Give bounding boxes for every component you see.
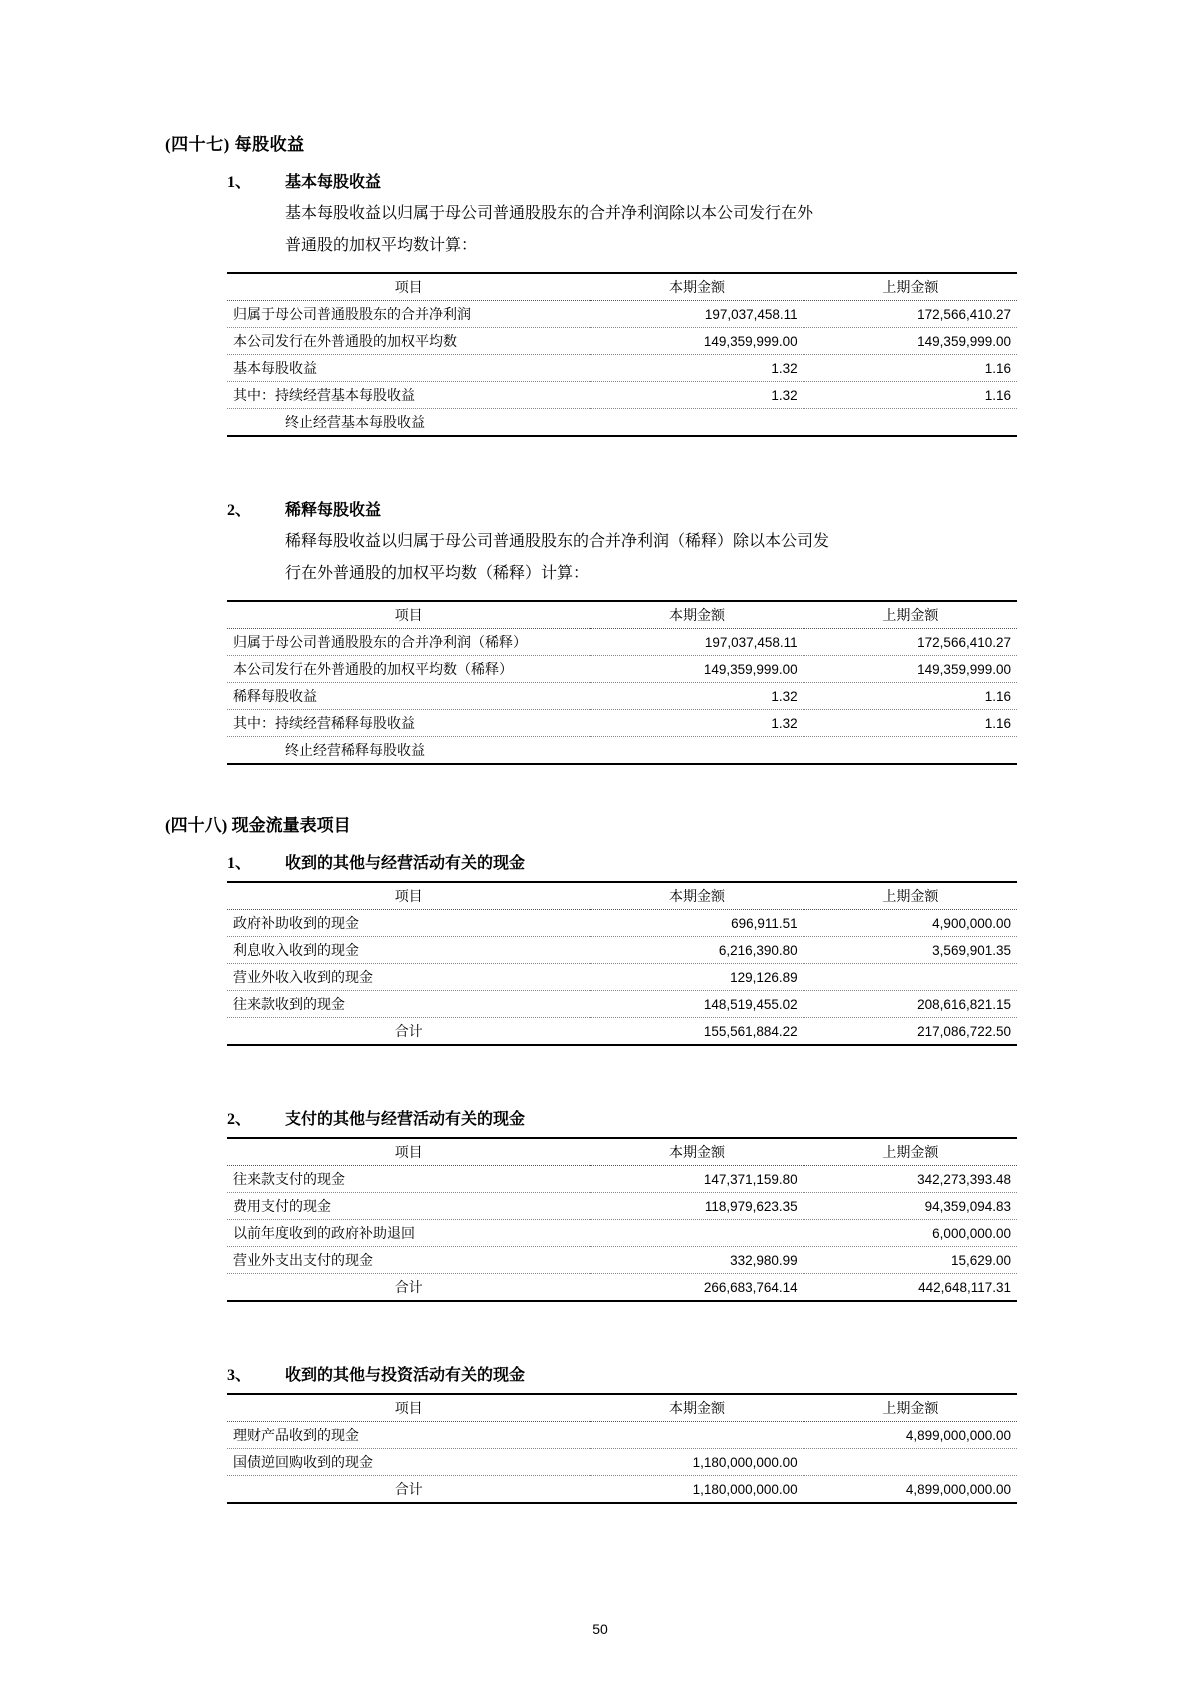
row-previous: 1.16: [804, 710, 1017, 737]
row-current: 149,359,999.00: [590, 328, 803, 355]
subsection-47-1: [165, 169, 1040, 192]
row-current: 149,359,999.00: [590, 656, 803, 683]
row-label: 合计: [227, 1018, 590, 1046]
paragraph-line-1: 稀释每股收益以归属于母公司普通股股东的合并净利润（稀释）除以本公司发: [285, 533, 830, 550]
subsection-number: 3、: [227, 1367, 252, 1384]
row-label: 营业外收入收到的现金: [227, 964, 590, 991]
row-previous: 6,000,000.00: [804, 1220, 1017, 1247]
col-header-item: 项目: [227, 882, 590, 910]
row-previous: 94,359,094.83: [804, 1193, 1017, 1220]
table-row: [227, 737, 1017, 765]
col-header-current: 本期金额: [590, 273, 803, 301]
row-current: [590, 1422, 803, 1449]
table-row: [227, 937, 1017, 964]
row-current: 147,371,159.80: [590, 1166, 803, 1193]
section-heading-48: (四十八) 现金流量表项目: [165, 816, 351, 835]
subsection-title: 收到的其他与投资活动有关的现金: [285, 1367, 526, 1384]
row-current: 1.32: [590, 355, 803, 382]
row-label: 归属于母公司普通股股东的合并净利润: [227, 301, 590, 328]
table-row: [227, 382, 1017, 409]
subsection-48-3: [165, 1362, 1040, 1385]
row-current: 1.32: [590, 382, 803, 409]
row-current: 696,911.51: [590, 910, 803, 937]
table-row: [227, 964, 1017, 991]
table-header-row: [227, 601, 1017, 629]
row-current: 1,180,000,000.00: [590, 1476, 803, 1504]
table-row: [227, 1247, 1017, 1274]
row-label: 其中：持续经营基本每股收益: [227, 382, 590, 409]
table-other-cash-received-operating: [227, 881, 1017, 1046]
row-label: 本公司发行在外普通股的加权平均数: [227, 328, 590, 355]
table-row-total: [227, 1018, 1017, 1046]
row-previous: 342,273,393.48: [804, 1166, 1017, 1193]
table-basic-eps: [227, 272, 1017, 437]
col-header-item: 项目: [227, 601, 590, 629]
row-label: 利息收入收到的现金: [227, 937, 590, 964]
row-current: 266,683,764.14: [590, 1274, 803, 1302]
row-label: 营业外支出支付的现金: [227, 1247, 590, 1274]
col-header-previous: 上期金额: [804, 1138, 1017, 1166]
col-header-previous: 上期金额: [804, 273, 1017, 301]
subsection-48-2: [165, 1106, 1040, 1129]
table-row-total: [227, 1476, 1017, 1504]
table-row: [227, 991, 1017, 1018]
table-row: [227, 910, 1017, 937]
table-header-row: [227, 1138, 1017, 1166]
row-current: 1.32: [590, 683, 803, 710]
table-row: [227, 1449, 1017, 1476]
row-previous: [804, 737, 1017, 765]
table-row: [227, 1422, 1017, 1449]
row-label: 往来款支付的现金: [227, 1166, 590, 1193]
subsection-title: 基本每股收益: [285, 174, 382, 191]
row-label: 稀释每股收益: [227, 683, 590, 710]
row-current: 148,519,455.02: [590, 991, 803, 1018]
table-row: [227, 683, 1017, 710]
row-previous: 1.16: [804, 683, 1017, 710]
table-row: [227, 409, 1017, 437]
row-previous: 172,566,410.27: [804, 301, 1017, 328]
subsection-title: 支付的其他与经营活动有关的现金: [285, 1111, 526, 1128]
row-previous: 4,900,000.00: [804, 910, 1017, 937]
row-label: 本公司发行在外普通股的加权平均数（稀释）: [227, 656, 590, 683]
row-label: 费用支付的现金: [227, 1193, 590, 1220]
subsection-title: 收到的其他与经营活动有关的现金: [285, 855, 526, 872]
row-label: 国债逆回购收到的现金: [227, 1449, 590, 1476]
table-row: [227, 328, 1017, 355]
table-other-cash-paid-operating: [227, 1137, 1017, 1302]
table-row: [227, 1193, 1017, 1220]
page-number: 50: [592, 1621, 608, 1637]
row-previous: 442,648,117.31: [804, 1274, 1017, 1302]
paragraph-47-1: [285, 198, 965, 262]
row-label: 以前年度收到的政府补助退回: [227, 1220, 590, 1247]
table-header-row: [227, 882, 1017, 910]
col-header-current: 本期金额: [590, 1394, 803, 1422]
table-row-total: [227, 1274, 1017, 1302]
table-row: [227, 656, 1017, 683]
row-current: 118,979,623.35: [590, 1193, 803, 1220]
paragraph-line-2: 普通股的加权平均数计算：: [285, 237, 478, 254]
row-previous: [804, 409, 1017, 437]
table-diluted-eps: [227, 600, 1017, 765]
table-other-cash-received-investing: [227, 1393, 1017, 1504]
col-header-item: 项目: [227, 273, 590, 301]
col-header-current: 本期金额: [590, 882, 803, 910]
table-header-row: [227, 273, 1017, 301]
table-row: [227, 355, 1017, 382]
row-previous: [804, 964, 1017, 991]
row-previous: 217,086,722.50: [804, 1018, 1017, 1046]
row-current: 332,980.99: [590, 1247, 803, 1274]
col-header-previous: 上期金额: [804, 882, 1017, 910]
table-row: [227, 1220, 1017, 1247]
table-row: [227, 710, 1017, 737]
subsection-title: 稀释每股收益: [285, 502, 382, 519]
row-label: 合计: [227, 1274, 590, 1302]
row-label: 政府补助收到的现金: [227, 910, 590, 937]
row-label: 其中：持续经营稀释每股收益: [227, 710, 590, 737]
row-current: [590, 1220, 803, 1247]
row-previous: 149,359,999.00: [804, 328, 1017, 355]
subsection-47-2: [165, 497, 1040, 520]
row-label: 往来款收到的现金: [227, 991, 590, 1018]
row-previous: [804, 1449, 1017, 1476]
row-current: 155,561,884.22: [590, 1018, 803, 1046]
subsection-number: 2、: [227, 1111, 252, 1128]
col-header-current: 本期金额: [590, 601, 803, 629]
row-label: 终止经营基本每股收益: [227, 409, 590, 437]
row-label: 理财产品收到的现金: [227, 1422, 590, 1449]
row-label: 终止经营稀释每股收益: [227, 737, 590, 765]
row-previous: 15,629.00: [804, 1247, 1017, 1274]
row-label: 基本每股收益: [227, 355, 590, 382]
col-header-previous: 上期金额: [804, 601, 1017, 629]
row-current: [590, 409, 803, 437]
col-header-item: 项目: [227, 1394, 590, 1422]
row-previous: 3,569,901.35: [804, 937, 1017, 964]
table-row: [227, 301, 1017, 328]
row-current: 129,126.89: [590, 964, 803, 991]
paragraph-line-1: 基本每股收益以归属于母公司普通股股东的合并净利润除以本公司发行在外: [285, 205, 814, 222]
row-current: 197,037,458.11: [590, 301, 803, 328]
row-current: 197,037,458.11: [590, 629, 803, 656]
row-previous: 208,616,821.15: [804, 991, 1017, 1018]
row-current: [590, 737, 803, 765]
row-label: 归属于母公司普通股股东的合并净利润（稀释）: [227, 629, 590, 656]
row-previous: 1.16: [804, 355, 1017, 382]
paragraph-47-2: [285, 526, 965, 590]
subsection-48-1: [165, 850, 1040, 873]
row-previous: 149,359,999.00: [804, 656, 1017, 683]
row-current: 1,180,000,000.00: [590, 1449, 803, 1476]
paragraph-line-2: 行在外普通股的加权平均数（稀释）计算：: [285, 565, 590, 582]
table-row: [227, 629, 1017, 656]
row-label: 合计: [227, 1476, 590, 1504]
row-previous: 4,899,000,000.00: [804, 1422, 1017, 1449]
subsection-number: 2、: [227, 502, 252, 519]
subsection-number: 1、: [227, 174, 252, 191]
table-header-row: [227, 1394, 1017, 1422]
row-current: 1.32: [590, 710, 803, 737]
col-header-current: 本期金额: [590, 1138, 803, 1166]
table-row: [227, 1166, 1017, 1193]
subsection-number: 1、: [227, 855, 252, 872]
col-header-item: 项目: [227, 1138, 590, 1166]
col-header-previous: 上期金额: [804, 1394, 1017, 1422]
row-previous: 172,566,410.27: [804, 629, 1017, 656]
row-previous: 4,899,000,000.00: [804, 1476, 1017, 1504]
section-heading-47: (四十七) 每股收益: [165, 135, 305, 154]
row-current: 6,216,390.80: [590, 937, 803, 964]
row-previous: 1.16: [804, 382, 1017, 409]
